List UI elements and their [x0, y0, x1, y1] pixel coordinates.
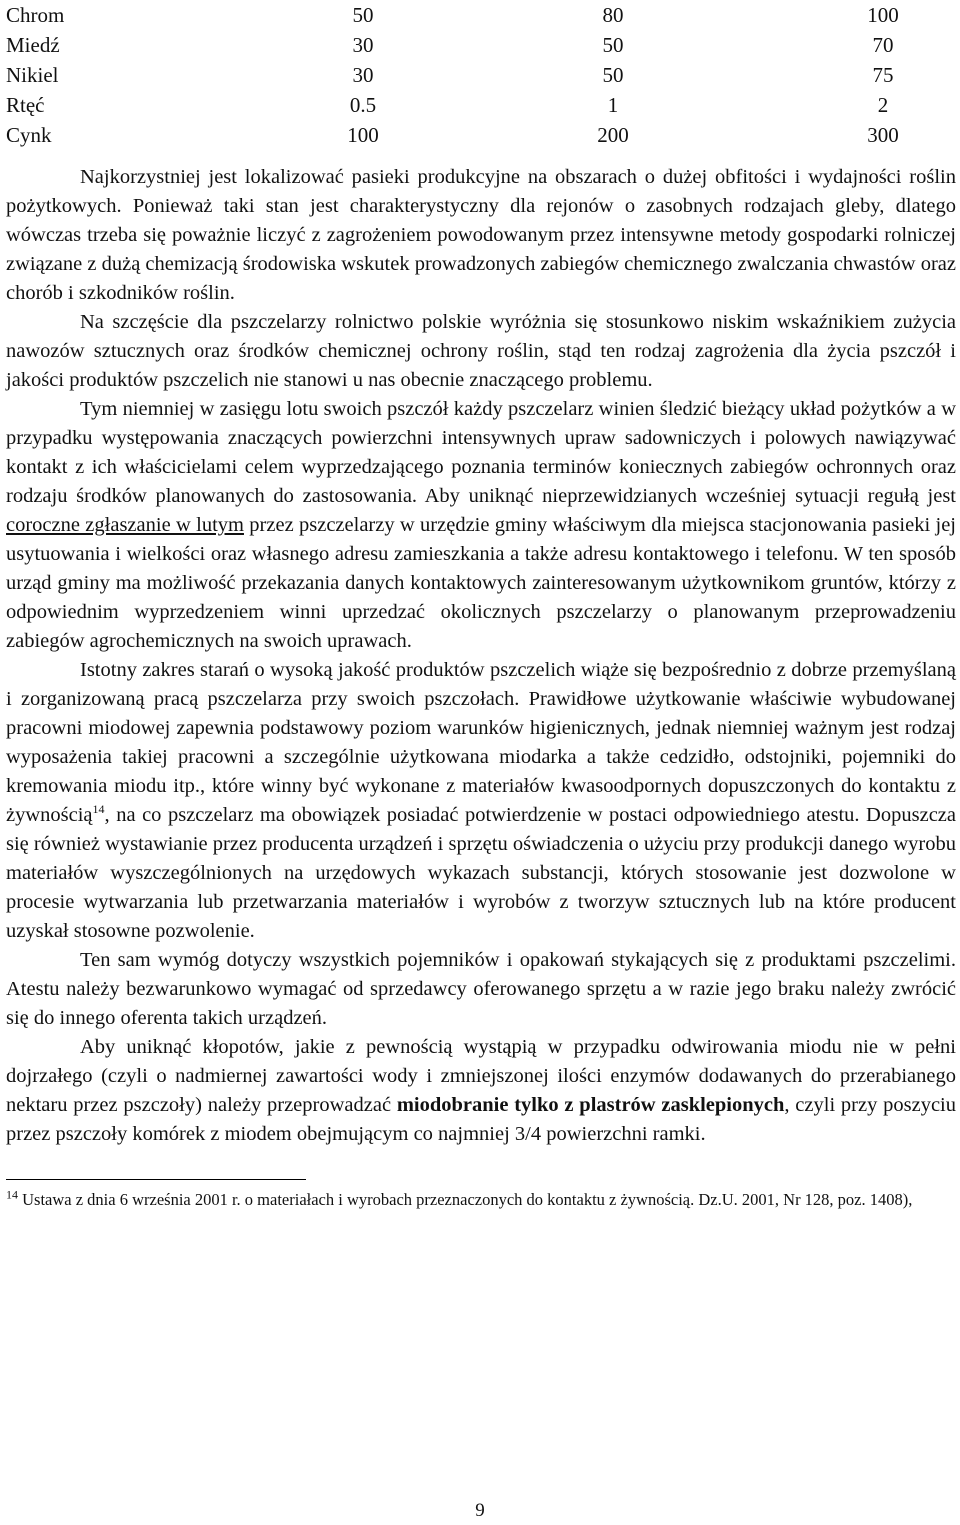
- footnote-text: Ustawa z dnia 6 września 2001 r. o materiałach i wyrobach przeznaczonych do kontaktu z żywnością. Dz.U. 2001, Nr 128, poz. 1408),: [18, 1190, 913, 1209]
- paragraph-containers: Ten sam wymóg dotyczy wszystkich pojemników i opakowań stykających się z produktami pszczelimi. Atestu należy bezwarunkowo wymagać od sprzedawcy oferowanego sprzętu a w razie jego braku należy zwrócić się do innego oferenta takich urządzeń.: [6, 949, 956, 1029]
- limit-value: 30: [352, 63, 374, 87]
- paragraph-text: Tym niemniej w zasięgu lotu swoich pszczół każdy pszczelarz winien śledzić bieżący układ pożytków a w przypadku występowania znaczących powierzchni intensywnych upraw sadowniczych i polowych nawiązywać kontakt z ich właścicielami celem wyprzedzającego poznania terminów koniecznych zabiegów ochronnych oraz rodzaju środków planowanych do zastosowania. Aby uniknąć nieprzewidzianych wcześniej sytuacji regułą jest: [6, 398, 956, 507]
- table-row: [6, 90, 923, 120]
- limit-value: 50: [602, 63, 624, 87]
- metal-name: Rtęć: [6, 93, 45, 117]
- limit-value: 0.5: [349, 93, 377, 117]
- metal-name: Miedź: [6, 33, 60, 57]
- paragraph-equipment: [6, 656, 956, 946]
- paragraph-text: Istotny zakres starań o wysoką jakość produktów pszczelich wiąże się bezpośrednio z dobrze przemyślaną i zorganizowaną pracą pszczelarza przy swoich pszczołach. Prawidłowe użytkowanie właściwie wybudowanej pracowni miodowej zapewnia podstawowy poziom warunków higienicznych, jednak niemniej ważnym jest rodzaj wyposażenia takiej pracowni a szczególnie użytkowana miodarka a także cedzidło, odstojniki, pojemniki do kremowania miodu itp., które winny być wykonane z materiałów kwasoodpornych dopuszczonych do kontaktu z żywnością: [6, 659, 956, 826]
- footnote-number: 14: [6, 1187, 18, 1202]
- underlined-phrase: coroczne zgłaszanie w lutym: [6, 514, 244, 536]
- limit-value: 100: [867, 3, 899, 27]
- footnote-separator: [6, 1179, 306, 1180]
- paragraph-text: , czyli przy poszyciu przez pszczoły komórek z miodem obejmującym co najmniej 3/4 powierzchni ramki.: [6, 1094, 956, 1145]
- table-row: [6, 120, 923, 150]
- limit-value: 80: [602, 3, 624, 27]
- footnote-ref: 14: [92, 802, 105, 817]
- limit-value: 300: [867, 123, 899, 147]
- limit-value: 1: [607, 93, 619, 117]
- paragraph-low-chemicals: Na szczęście dla pszczelarzy rolnictwo polskie wyróżnia się stosunkowo niskim wskaźnikiem zużycia nawozów sztucznych oraz środków chemicznej ochrony roślin, stąd ten rodzaj zagrożenia dla życia pszczół i jakości produktów pszczelich nie stanowi u nas obecnie znaczącego problemu.: [6, 311, 956, 391]
- limit-value: 50: [602, 33, 624, 57]
- paragraph-monitoring: [6, 395, 956, 656]
- limit-value: 100: [347, 123, 379, 147]
- metal-name: Cynk: [6, 123, 52, 147]
- metal-name: Chrom: [6, 3, 65, 27]
- limit-value: 200: [597, 123, 629, 147]
- limit-value: 70: [872, 33, 894, 57]
- metal-limits-table: [6, 0, 923, 150]
- limit-value: 30: [352, 33, 374, 57]
- table-row: [6, 30, 923, 60]
- document-page: [6, 0, 956, 1212]
- limit-value: 75: [872, 63, 894, 87]
- table-row: [6, 60, 923, 90]
- page-number: 9: [475, 1500, 485, 1521]
- footnote: [6, 1188, 956, 1212]
- limit-value: 50: [352, 3, 374, 27]
- limit-value: 2: [877, 93, 889, 117]
- paragraph-text: , na co pszczelarz ma obowiązek posiadać potwierdzenie w postaci odpowiedniego atestu. Dopuszcza się również wystawianie przez producenta urządzeń i sprzętu oświadczenia o użyciu przy produkcji danego wyrobu materiałów wyszczególnionych na urzędowych wykazach substancji, których stosowanie jest dozwolone w procesie wytwarzania lub przetwarzania materiałów i wyrobów z tworzyw sztucznych lub na które producent uzyskał stosowne pozwolenie.: [6, 804, 956, 942]
- paragraph-text: przez pszczelarzy w urzędzie gminy właściwym dla miejsca stacjonowania pasieki jej usytuowania i wielkości oraz własnego adresu zamieszkania a także adresu kontaktowego i telefonu. W ten sposób urząd gminy ma możliwość przekazania danych kontaktowych zainteresowanym użytkownikom gruntów, którzy z odpowiednim wyprzedzeniem winni uprzedzać okolicznych pszczelarzy o planowanym przeprowadzeniu zabiegów agrochemicznych na swoich uprawach.: [6, 514, 956, 652]
- bold-phrase: miodobranie tylko z plastrów zasklepionych: [396, 1094, 785, 1116]
- table-row: [6, 0, 923, 30]
- body-text: [6, 163, 956, 1149]
- paragraph-location: Najkorzystniej jest lokalizować pasieki produkcyjne na obszarach o dużej obfitości i wydajności roślin pożytkowych. Ponieważ taki stan jest charakterystyczny dla rejonów o zasobnych rodzajach gleby, dlatego wówczas trzeba się poważnie liczyć z zagrożeniem powodowanym przez intensywne metody gospodarki rolniczej związane z dużą chemizacją środowiska wskutek prowadzonych zabiegów chemicznego zwalczania chwastów oraz chorób i szkodników roślin.: [6, 166, 956, 304]
- paragraph-text: Aby uniknąć kłopotów, jakie z pewnością wystąpią w przypadku odwirowania miodu nie w pełni dojrzałego (czyli o nadmiernej zawartości wody i zmniejszonej ilości enzymów dodawanych do przerabianego nektaru przez pszczoły) należy przeprowadzać: [6, 1036, 956, 1116]
- paragraph-harvest: [6, 1033, 956, 1149]
- metal-name: Nikiel: [6, 63, 59, 87]
